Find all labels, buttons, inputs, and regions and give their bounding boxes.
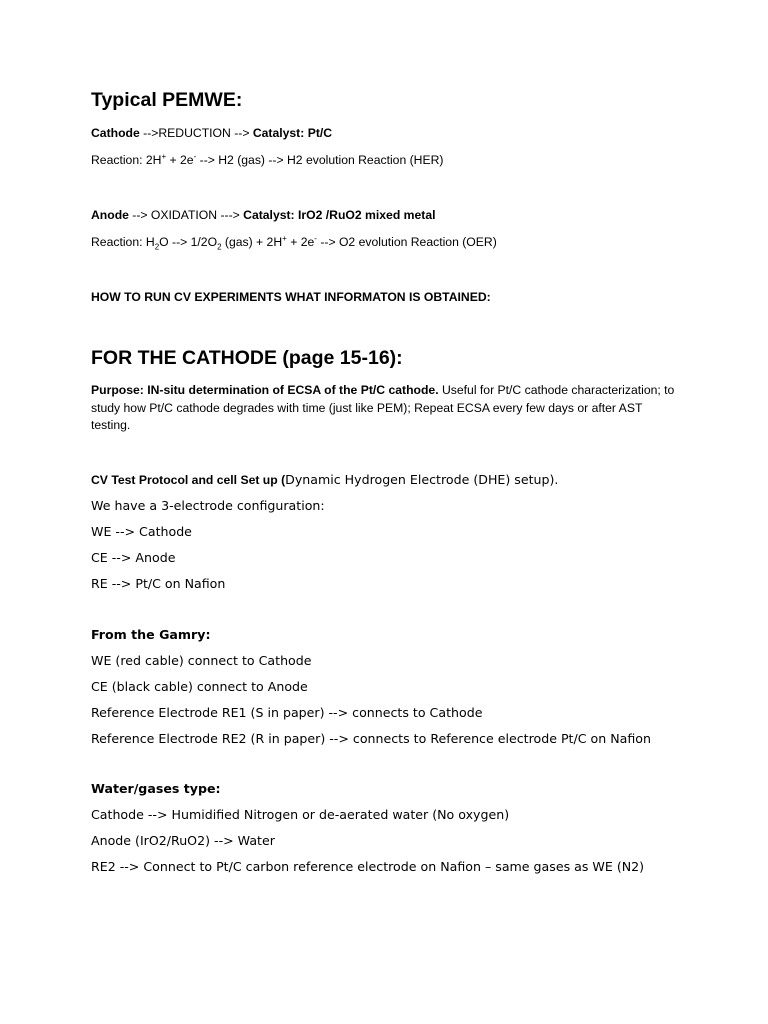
protocol-text: Dynamic Hydrogen Electrode (DHE) setup). <box>285 472 559 487</box>
anode-reaction-part: --> O2 evolution Reaction (OER) <box>316 235 497 249</box>
superscript: + <box>161 151 167 161</box>
anode-catalyst: Catalyst: IrO2 /RuO2 mixed metal <box>243 208 436 222</box>
gamry-line: WE (red cable) connect to Cathode <box>91 653 312 668</box>
purpose-label: Purpose: IN-situ determination of ECSA of the Pt/C cathode. <box>91 383 439 397</box>
anode-reaction-part: O --> 1/2O <box>159 235 218 249</box>
config-line: CE --> Anode <box>91 550 176 565</box>
anode-label: Anode <box>91 208 129 222</box>
gamry-line: CE (black cable) connect to Anode <box>91 679 308 694</box>
superscript: - <box>193 151 197 161</box>
purpose-paragraph <box>91 382 681 435</box>
cv-heading: HOW TO RUN CV EXPERIMENTS WHAT INFORMATON IS OBTAINED: <box>91 290 491 304</box>
config-line: We have a 3-electrode configuration: <box>91 498 325 513</box>
anode-reaction-part: + 2e <box>286 235 315 249</box>
cathode-catalyst: Catalyst: Pt/C <box>252 126 333 140</box>
superscript: + <box>282 233 287 243</box>
cathode-reaction-part: + 2e <box>166 153 194 167</box>
purpose-text: Useful for Pt/C cathode characterization; to study how Pt/C cathode degrades with time (just like PEM); Repeat ECSA every few days or after AST testing. <box>91 383 675 432</box>
protocol-line <box>91 472 558 488</box>
gamry-line: Reference Electrode RE2 (R in paper) --> connects to Reference electrode Pt/C on Nafion <box>91 731 651 746</box>
anode-reaction-part: (gas) + 2H <box>221 235 283 249</box>
cathode-reaction-part: Reaction: 2H <box>91 153 162 167</box>
water-heading: Water/gases type: <box>91 781 221 796</box>
subscript: 2 <box>217 242 222 252</box>
cathode-reaction <box>91 152 443 168</box>
water-line: RE2 --> Connect to Pt/C carbon reference electrode on Nafion – same gases as WE (N2) <box>91 859 645 874</box>
cathode-line <box>91 125 332 141</box>
anode-line <box>91 207 436 223</box>
gamry-heading: From the Gamry: <box>91 627 211 642</box>
config-line: WE --> Cathode <box>91 524 192 539</box>
cathode-arrow: -->REDUCTION --> <box>139 126 253 140</box>
anode-reaction <box>91 234 497 250</box>
gamry-line: Reference Electrode RE1 (S in paper) --> connects to Cathode <box>91 705 483 720</box>
section-title: FOR THE CATHODE (page 15-16): <box>91 347 403 369</box>
anode-arrow: --> OXIDATION ---> <box>128 208 244 222</box>
protocol-label: CV Test Protocol and cell Set up ( <box>91 473 286 487</box>
page-title: Typical PEMWE: <box>91 89 243 111</box>
cathode-reaction-part: --> H2 (gas) --> H2 evolution Reaction (HER) <box>196 153 444 167</box>
cathode-label: Cathode <box>91 126 140 140</box>
anode-reaction-part: Reaction: H <box>91 235 155 249</box>
config-line: RE --> Pt/C on Nafion <box>91 576 226 591</box>
water-line: Anode (IrO2/RuO2) --> Water <box>91 833 275 848</box>
water-line: Cathode --> Humidified Nitrogen or de-aerated water (No oxygen) <box>91 807 510 822</box>
subscript: 2 <box>154 242 160 252</box>
superscript: - <box>314 233 317 243</box>
